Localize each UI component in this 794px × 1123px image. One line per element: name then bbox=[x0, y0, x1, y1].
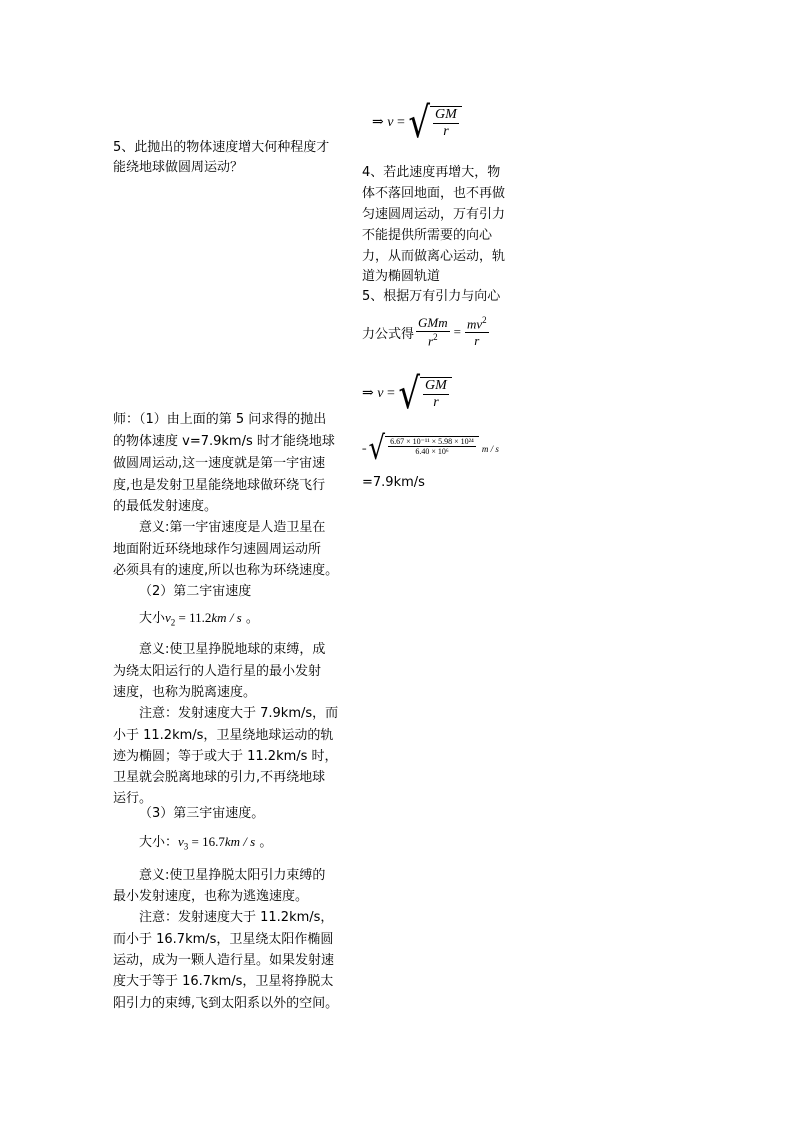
question-4-line-3: 匀速圆周运动，万有引力 bbox=[362, 207, 506, 222]
note-2-line-1: 注意：发射速度大于 7.9km/s，而 bbox=[139, 706, 339, 721]
question-5-line-1: 5、此抛出的物体速度增大何种程度才 bbox=[113, 140, 330, 155]
note-2-line-5: 运行。 bbox=[113, 791, 153, 806]
note-3-line-5: 阳引力的束缚,飞到太阳系以外的空间。 bbox=[113, 996, 339, 1011]
formula-gravity-centripetal: 力公式得 $\frac{\text{GMm}}{r^2}$ = $\frac{mv^2}{r}$ bbox=[362, 315, 487, 349]
meaning-2-line-1: 意义:使卫星挣脱地球的束缚，成 bbox=[139, 642, 326, 657]
meaning-1-line-2: 地面附近环绕地球作匀速圆周运动所 bbox=[113, 542, 322, 557]
formula-velocity-top: ⇒ v = √ $\frac{GM}{r}$ bbox=[372, 106, 462, 140]
meaning-2-line-3: 速度，也称为脱离速度。 bbox=[113, 685, 257, 700]
meaning-3-line-1: 意义:使卫星挣脱太阳引力束缚的 bbox=[139, 868, 326, 883]
teacher-line-4: 度,也是发射卫星能绕地球做环绕飞行 bbox=[113, 478, 326, 493]
second-velocity-title: （2）第二宇宙速度 bbox=[139, 584, 252, 599]
meaning-3-line-2: 最小发射速度，也称为逃逸速度。 bbox=[113, 889, 309, 904]
teacher-line-2: 的物体速度 v=7.9km/s 时才能绕地球 bbox=[113, 434, 335, 449]
question-4-line-4: 不能提供所需要的向心 bbox=[362, 228, 493, 243]
question-4-line-2: 体不落回地面，也不再做 bbox=[362, 186, 506, 201]
question-5-right: 5、根据万有引力与向心 bbox=[362, 289, 501, 304]
result-line: =7.9km/s bbox=[362, 475, 425, 490]
meaning-1-line-3: 必须具有的速度,所以也称为环绕速度。 bbox=[113, 563, 339, 578]
note-3-line-3: 运动，成为一颗人造行星。如果发射速 bbox=[113, 953, 335, 968]
teacher-line-5: 的最低发射速度。 bbox=[113, 499, 218, 514]
question-4-line-6: 道为椭圆轨道 bbox=[362, 269, 441, 284]
teacher-line-3: 做圆周运动,这一速度就是第一宇宙速 bbox=[113, 456, 326, 471]
question-4-line-5: 力，从而做离心运动，轨 bbox=[362, 249, 506, 264]
teacher-line-1: 师：（1）由上面的第 5 问求得的抛出 bbox=[113, 412, 327, 427]
meaning-1-line-1: 意义:第一宇宙速度是人造卫星在 bbox=[139, 520, 326, 535]
note-3-line-1: 注意：发射速度大于 11.2km/s， bbox=[139, 910, 334, 925]
third-velocity-size: 大小：$v_3 = 16.7km / s$ 。 bbox=[139, 834, 273, 852]
sqrt-symbol: √ $\frac{GM}{r}$ bbox=[408, 106, 461, 140]
sqrt-symbol: √ $\frac{GM}{r}$ bbox=[398, 377, 451, 411]
third-velocity-title: （3）第三宇宙速度。 bbox=[139, 806, 265, 821]
sqrt-symbol: √ $\frac{\text{6.67 × 10⁻¹¹ × 5.98 × 10²⁴}}{\text{6.40 × 10⁶}}$ bbox=[369, 436, 479, 462]
question-4-line-1: 4、若此速度再增大，物 bbox=[362, 165, 501, 180]
question-5-line-2: 能绕地球做圆周运动？ bbox=[113, 160, 244, 175]
note-3-line-2: 而小于 16.7km/s，卫星绕太阳作椭圆 bbox=[113, 932, 334, 947]
note-2-line-2: 小于 11.2km/s，卫星绕地球运动的轨 bbox=[113, 728, 334, 743]
note-2-line-4: 卫星就会脱离地球的引力,不再绕地球 bbox=[113, 770, 326, 785]
second-velocity-size: 大小$v_2 = 11.2km / s$ 。 bbox=[139, 610, 259, 628]
formula-velocity: ⇒ v = √ $\frac{GM}{r}$ bbox=[362, 377, 452, 411]
note-3-line-4: 度大于等于 16.7km/s，卫星将挣脱太 bbox=[113, 974, 334, 989]
formula-numeric: = √ $\frac{\text{6.67 × 10⁻¹¹ × 5.98 × 10²⁴}}{\text{6.40 × 10⁶}}$ m / s bbox=[362, 430, 499, 468]
note-2-line-3: 迹为椭圆；等于或大于 11.2km/s 时， bbox=[113, 749, 338, 764]
meaning-2-line-2: 为绕太阳运行的人造行星的最小发射 bbox=[113, 664, 322, 679]
